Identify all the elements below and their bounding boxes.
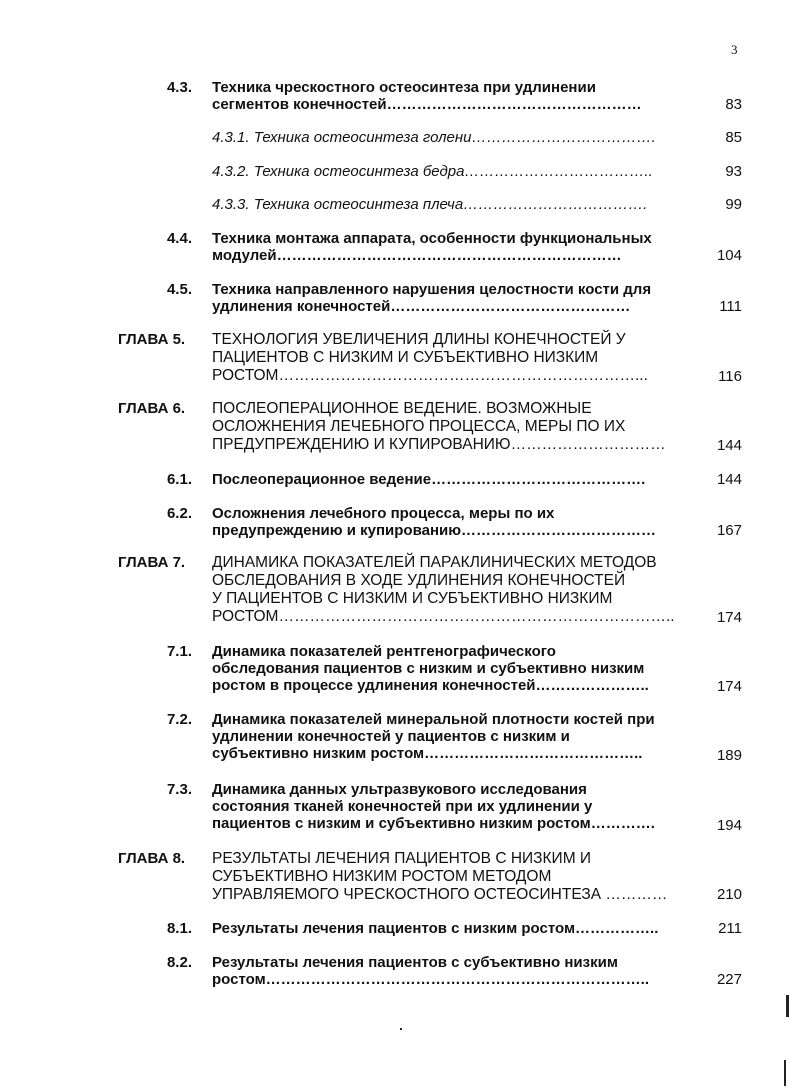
- scan-edge-mark: [786, 995, 789, 1017]
- entry-title: Динамика данных ультразвукового исследования состояния тканей конечностей при их удлинении у пациентов с низким и субъективно низким ростом………….: [212, 781, 655, 832]
- chapter-number: ГЛАВА 5.: [118, 331, 186, 348]
- entry-page: 227: [716, 971, 742, 988]
- entry-page: 93: [725, 163, 742, 180]
- entry-number: 8.1.: [166, 920, 192, 937]
- chapter-title: ТЕХНОЛОГИЯ УВЕЛИЧЕНИЯ ДЛИНЫ КОНЕЧНОСТЕЙ У ПАЦИЕНТОВ С НИЗКИМ И СУБЪЕКТИВНО НИЗКИМ РОСТОМ……………………………………………………………...: [212, 331, 648, 384]
- page-number: 3: [731, 42, 738, 57]
- entry-page: 144: [716, 437, 742, 454]
- entry-number: 7.3.: [166, 781, 192, 798]
- entry-page: 189: [716, 747, 742, 764]
- entry-page: 111: [719, 298, 742, 315]
- chapter-number: ГЛАВА 7.: [118, 554, 186, 571]
- entry-title: 4.3.1. Техника остеосинтеза голени……………………………….: [212, 129, 656, 146]
- chapter-title: РЕЗУЛЬТАТЫ ЛЕЧЕНИЯ ПАЦИЕНТОВ С НИЗКИМ И СУБЪЕКТИВНО НИЗКИМ РОСТОМ МЕТОДОМ УПРАВЛЯЕМОГО ЧРЕСКОСТНОГО ОСТЕОСИНТЕЗА …………: [212, 850, 668, 903]
- entry-page: 99: [725, 196, 742, 213]
- entry-page: 174: [716, 609, 742, 626]
- entry-number: 6.1.: [166, 471, 192, 488]
- chapter-title: ДИНАМИКА ПОКАЗАТЕЛЕЙ ПАРАКЛИНИЧЕСКИХ МЕТОДОВ ОБСЛЕДОВАНИЯ В ХОДЕ УДЛИНЕНИЯ КОНЕЧНОСТЕЙ У ПАЦИЕНТОВ С НИЗКИМ И СУБЪЕКТИВНО НИЗКИМ РОСТОМ…………………………………………………………………..: [212, 554, 675, 625]
- entry-number: 4.4.: [166, 230, 192, 247]
- entry-page: 174: [716, 678, 742, 695]
- entry-page: 194: [716, 817, 742, 834]
- chapter-title: ПОСЛЕОПЕРАЦИОННОЕ ВЕДЕНИЕ. ВОЗМОЖНЫЕ ОСЛОЖНЕНИЯ ЛЕЧЕБНОГО ПРОЦЕССА, МЕРЫ ПО ИХ ПРЕДУПРЕЖДЕНИЮ И КУПИРОВАНИЮ…………………………: [212, 400, 666, 453]
- chapter-number: ГЛАВА 6.: [118, 400, 186, 417]
- entry-number: 4.5.: [166, 281, 192, 298]
- scan-edge-mark: [784, 1060, 786, 1086]
- entry-page: 116: [718, 368, 742, 385]
- entry-title: Техника чрескостного остеосинтеза при удлинении сегментов конечностей……………………………………………: [212, 79, 642, 113]
- chapter-number: ГЛАВА 8.: [118, 850, 186, 867]
- entry-page: 211: [718, 920, 742, 937]
- entry-page: 210: [716, 886, 742, 903]
- entry-number: 4.3.: [166, 79, 192, 96]
- entry-title: Осложнения лечебного процесса, меры по их предупреждению и купированию…………………………………: [212, 505, 657, 539]
- entry-title: Техника монтажа аппарата, особенности функциональных модулей……………………………………………………………: [212, 230, 652, 264]
- entry-title: Динамика показателей рентгенографического обследования пациентов с низким и субъективно низким ростом в процессе удлинения конечностей…………………..: [212, 643, 649, 694]
- entry-title: 4.3.3. Техника остеосинтеза плеча……………………………….: [212, 196, 648, 213]
- entry-title: Результаты лечения пациентов с низким ростом……………..: [212, 920, 659, 937]
- entry-page: 85: [725, 129, 742, 146]
- entry-number: 8.2.: [166, 954, 192, 971]
- entry-number: 7.2.: [166, 711, 192, 728]
- entry-page: 104: [716, 247, 742, 264]
- entry-title: 4.3.2. Техника остеосинтеза бедра………………………………..: [212, 163, 653, 180]
- entry-number: 6.2.: [166, 505, 192, 522]
- entry-page: 83: [725, 96, 742, 113]
- entry-title: Результаты лечения пациентов с субъективно низким ростом…………………………………………………………………..: [212, 954, 650, 988]
- entry-number: 7.1.: [166, 643, 192, 660]
- entry-page: 144: [716, 471, 742, 488]
- scan-speck: [400, 1028, 402, 1030]
- entry-page: 167: [716, 522, 742, 539]
- entry-title: Динамика показателей минеральной плотности костей при удлинении конечностей у пациентов с низким и субъективно низким ростом……………………………………..: [212, 711, 655, 762]
- entry-title: Послеоперационное ведение…………………………………….: [212, 471, 646, 488]
- entry-title: Техника направленного нарушения целостности кости для удлинения конечностей…………………………………………: [212, 281, 652, 315]
